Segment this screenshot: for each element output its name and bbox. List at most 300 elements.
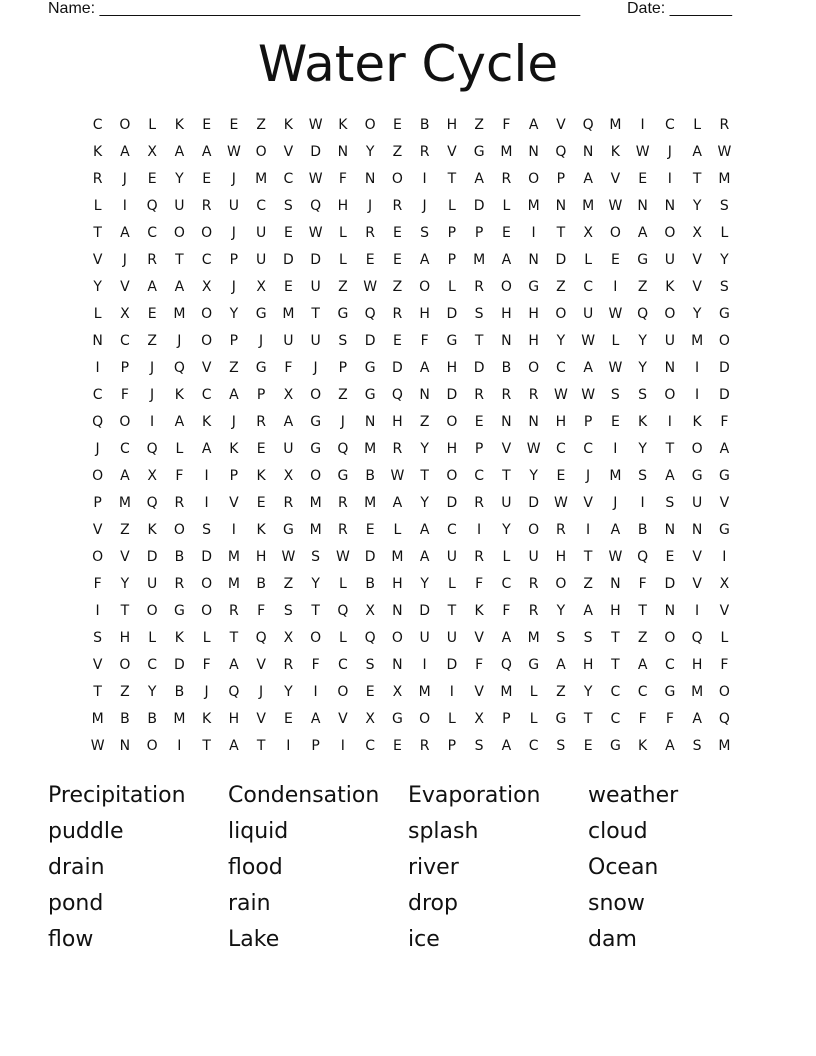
- grid-letter: P: [338, 359, 348, 376]
- grid-letter: T: [447, 170, 457, 187]
- grid-letter: D: [473, 197, 485, 214]
- grid-letter: J: [368, 197, 373, 214]
- grid-letter: K: [610, 143, 620, 160]
- grid-letter: C: [119, 332, 130, 349]
- grid-letter: N: [555, 197, 567, 214]
- grid-letter: D: [364, 332, 376, 349]
- grid-letter: X: [583, 224, 593, 241]
- grid-letter: Z: [338, 278, 348, 295]
- grid-letter: E: [583, 737, 593, 754]
- grid-letter: E: [202, 170, 212, 187]
- grid-letter: Z: [256, 116, 266, 133]
- grid-letter: I: [695, 602, 700, 619]
- grid-letter: D: [473, 359, 485, 376]
- grid-letter: N: [637, 197, 648, 214]
- grid-letter: A: [637, 224, 648, 241]
- grid-letter: A: [556, 656, 566, 673]
- grid-letter: K: [638, 413, 648, 430]
- grid-letter: C: [365, 737, 376, 754]
- grid-letter: N: [501, 332, 512, 349]
- grid-letter: R: [419, 737, 430, 754]
- grid-letter: S: [692, 737, 702, 754]
- grid-letter: M: [118, 494, 131, 511]
- grid-letter: W: [608, 197, 623, 214]
- grid-letter: X: [201, 278, 212, 295]
- grid-letter: F: [202, 656, 211, 673]
- grid-letter: J: [231, 224, 236, 241]
- grid-letter: R: [528, 575, 539, 592]
- grid-letter: C: [283, 170, 294, 187]
- grid-letter: A: [120, 467, 130, 484]
- grid-letter: V: [692, 251, 702, 268]
- grid-letter: W: [226, 143, 241, 160]
- grid-letter: S: [610, 386, 620, 403]
- grid-letter: O: [255, 143, 267, 160]
- grid-letter: I: [477, 521, 482, 538]
- grid-letter: R: [147, 251, 157, 268]
- grid-letter: G: [609, 737, 621, 754]
- grid-letter: I: [449, 683, 454, 700]
- grid-letter: R: [201, 197, 212, 214]
- grid-letter: W: [717, 143, 732, 160]
- grid-letter: O: [664, 224, 676, 241]
- grid-letter: X: [365, 602, 375, 619]
- grid-letter: P: [229, 251, 239, 268]
- grid-letter: C: [637, 683, 648, 700]
- grid-letter: A: [501, 629, 512, 646]
- grid-letter: M: [173, 710, 186, 727]
- grid-letter: W: [281, 548, 296, 565]
- grid-letter: U: [528, 548, 539, 565]
- grid-letter: K: [93, 143, 103, 160]
- grid-letter: T: [583, 548, 593, 565]
- grid-letter: O: [146, 602, 158, 619]
- grid-letter: F: [720, 656, 729, 673]
- grid-letter: L: [720, 629, 729, 646]
- grid-row: [84, 543, 738, 570]
- grid-letter: H: [528, 332, 539, 349]
- word-bank-item: flow: [48, 926, 94, 952]
- word-bank-item: weather: [588, 783, 679, 809]
- grid-letter: K: [338, 116, 348, 133]
- grid-letter: W: [363, 278, 378, 295]
- grid-letter: A: [583, 359, 593, 376]
- grid-letter: V: [92, 521, 103, 538]
- grid-letter: Z: [637, 629, 648, 646]
- grid-letter: Q: [337, 602, 349, 619]
- grid-letter: Y: [692, 197, 702, 214]
- grid-letter: Z: [120, 521, 130, 538]
- grid-row: [84, 273, 738, 300]
- grid-letter: D: [446, 656, 458, 673]
- grid-letter: Y: [638, 440, 647, 457]
- grid-letter: T: [611, 656, 620, 673]
- grid-letter: G: [310, 440, 322, 457]
- grid-letter: Q: [173, 359, 185, 376]
- grid-letter: L: [393, 521, 402, 538]
- grid-letter: D: [528, 494, 540, 511]
- grid-letter: A: [120, 143, 130, 160]
- grid-letter: S: [474, 305, 484, 322]
- grid-letter: K: [174, 116, 184, 133]
- grid-letter: S: [719, 197, 729, 214]
- grid-letter: K: [256, 467, 266, 484]
- grid-row: [84, 705, 738, 732]
- grid-letter: K: [474, 602, 484, 619]
- grid-letter: O: [201, 575, 213, 592]
- grid-letter: E: [229, 116, 239, 133]
- grid-letter: V: [120, 278, 130, 295]
- grid-letter: V: [92, 656, 103, 673]
- grid-letter: A: [665, 737, 675, 754]
- grid-letter: H: [419, 305, 430, 322]
- grid-letter: O: [609, 224, 621, 241]
- grid-letter: I: [667, 170, 672, 187]
- grid-letter: N: [664, 197, 676, 214]
- grid-letter: S: [474, 737, 484, 754]
- grid-letter: J: [150, 386, 155, 403]
- grid-letter: N: [392, 602, 403, 619]
- grid-letter: U: [664, 332, 675, 349]
- grid-row: [84, 219, 738, 246]
- grid-letter: C: [555, 359, 566, 376]
- grid-letter: A: [419, 251, 430, 268]
- grid-letter: A: [501, 251, 512, 268]
- grid-letter: H: [337, 197, 349, 214]
- grid-letter: E: [283, 278, 293, 295]
- grid-letter: I: [95, 602, 100, 619]
- grid-letter: J: [204, 683, 209, 700]
- grid-letter: M: [473, 251, 486, 268]
- grid-letter: L: [338, 575, 347, 592]
- grid-letter: S: [638, 467, 648, 484]
- grid-letter: S: [283, 197, 293, 214]
- grid-letter: N: [664, 602, 676, 619]
- grid-letter: H: [691, 656, 703, 673]
- grid-letter: C: [201, 386, 212, 403]
- grid-letter: H: [446, 359, 458, 376]
- grid-letter: L: [502, 548, 511, 565]
- grid-letter: W: [608, 305, 623, 322]
- grid-letter: W: [526, 440, 541, 457]
- grid-letter: E: [365, 251, 375, 268]
- word-bank-item: Ocean: [588, 854, 659, 880]
- grid-letter: G: [255, 359, 267, 376]
- grid-letter: F: [502, 116, 511, 133]
- word-bank-item: ice: [408, 926, 440, 952]
- grid-letter: G: [718, 521, 730, 538]
- grid-letter: B: [501, 359, 512, 376]
- grid-letter: A: [501, 737, 512, 754]
- grid-letter: Z: [120, 683, 130, 700]
- grid-letter: N: [119, 737, 131, 754]
- grid-letter: P: [583, 413, 593, 430]
- word-bank-row: [48, 814, 788, 850]
- grid-letter: W: [581, 332, 596, 349]
- grid-letter: B: [419, 116, 430, 133]
- grid-letter: M: [309, 521, 322, 538]
- grid-row: [84, 192, 738, 219]
- grid-letter: O: [528, 359, 540, 376]
- grid-letter: S: [638, 386, 648, 403]
- grid-letter: M: [609, 467, 622, 484]
- grid-letter: C: [528, 737, 539, 754]
- grid-letter: L: [93, 197, 102, 214]
- word-bank-item: rain: [228, 890, 271, 916]
- grid-letter: F: [638, 710, 647, 727]
- grid-letter: I: [640, 494, 645, 511]
- grid-letter: U: [174, 197, 185, 214]
- grid-letter: O: [691, 440, 703, 457]
- header-line: [48, 0, 748, 20]
- grid-letter: M: [91, 710, 104, 727]
- grid-letter: F: [665, 710, 674, 727]
- grid-letter: J: [586, 467, 591, 484]
- grid-letter: N: [528, 413, 539, 430]
- grid-letter: V: [229, 494, 239, 511]
- word-bank-item: Condensation: [228, 783, 380, 809]
- word-bank-item: drop: [408, 890, 458, 916]
- grid-letter: U: [419, 629, 430, 646]
- grid-letter: H: [119, 629, 131, 646]
- grid-letter: D: [310, 143, 322, 160]
- grid-letter: J: [95, 440, 100, 457]
- grid-letter: A: [474, 170, 484, 187]
- grid-letter: L: [148, 629, 157, 646]
- grid-letter: O: [446, 467, 458, 484]
- grid-letter: J: [231, 278, 236, 295]
- grid-letter: E: [474, 413, 484, 430]
- word-bank-item: snow: [588, 890, 645, 916]
- grid-letter: D: [446, 494, 458, 511]
- grid-letter: L: [529, 683, 538, 700]
- grid-row: [84, 570, 738, 597]
- grid-letter: R: [528, 386, 539, 403]
- grid-letter: Y: [120, 575, 130, 592]
- grid-letter: F: [720, 413, 729, 430]
- grid-letter: Z: [283, 575, 294, 592]
- grid-letter: N: [610, 575, 621, 592]
- grid-letter: E: [392, 224, 402, 241]
- grid-letter: V: [256, 710, 266, 727]
- grid-letter: A: [692, 710, 702, 727]
- grid-letter: H: [392, 413, 403, 430]
- grid-letter: Q: [337, 440, 349, 457]
- grid-letter: Q: [691, 629, 703, 646]
- grid-letter: L: [502, 197, 511, 214]
- grid-letter: C: [610, 710, 621, 727]
- grid-letter: R: [338, 521, 348, 538]
- grid-letter: C: [664, 656, 675, 673]
- grid-letter: G: [473, 143, 485, 160]
- grid-letter: R: [92, 170, 103, 187]
- grid-row: [84, 300, 738, 327]
- grid-letter: J: [422, 197, 427, 214]
- grid-letter: N: [419, 386, 430, 403]
- grid-letter: A: [692, 143, 702, 160]
- grid-letter: A: [583, 170, 593, 187]
- grid-letter: A: [229, 737, 239, 754]
- grid-letter: R: [719, 116, 730, 133]
- grid-letter: Z: [556, 683, 566, 700]
- grid-letter: I: [204, 467, 209, 484]
- grid-letter: L: [611, 332, 620, 349]
- word-bank-row: [48, 921, 788, 957]
- grid-letter: N: [528, 251, 539, 268]
- grid-letter: Y: [147, 683, 157, 700]
- grid-letter: A: [147, 278, 157, 295]
- grid-letter: F: [475, 656, 484, 673]
- grid-row: [84, 597, 738, 624]
- grid-letter: W: [390, 467, 405, 484]
- grid-letter: T: [93, 683, 102, 700]
- grid-letter: F: [175, 467, 184, 484]
- grid-letter: B: [637, 521, 648, 538]
- grid-letter: U: [692, 494, 703, 511]
- grid-letter: C: [147, 656, 158, 673]
- grid-letter: M: [309, 494, 322, 511]
- word-bank-row: [48, 885, 788, 921]
- grid-letter: L: [693, 116, 702, 133]
- word-bank-item: dam: [588, 926, 637, 952]
- grid-letter: L: [338, 251, 347, 268]
- grid-letter: D: [446, 386, 458, 403]
- grid-letter: I: [613, 440, 618, 457]
- grid-letter: B: [174, 548, 185, 565]
- grid-letter: M: [500, 143, 513, 160]
- grid-letter: O: [337, 683, 349, 700]
- grid-letter: Y: [420, 575, 429, 592]
- grid-letter: E: [147, 170, 157, 187]
- grid-letter: L: [338, 224, 347, 241]
- grid-letter: A: [610, 521, 621, 538]
- grid-letter: P: [502, 710, 511, 727]
- grid-letter: W: [308, 116, 323, 133]
- grid-letter: Q: [500, 656, 512, 673]
- grid-letter: Q: [364, 629, 376, 646]
- grid-row: [84, 381, 738, 408]
- grid-letter: J: [667, 143, 672, 160]
- grid-letter: T: [502, 467, 511, 484]
- grid-letter: Z: [419, 413, 430, 430]
- grid-letter: Y: [365, 143, 375, 160]
- grid-letter: F: [638, 575, 647, 592]
- grid-letter: R: [392, 440, 403, 457]
- grid-row: [84, 624, 738, 651]
- grid-letter: X: [120, 305, 130, 322]
- grid-letter: J: [231, 413, 236, 430]
- grid-letter: P: [447, 737, 457, 754]
- grid-letter: C: [610, 683, 621, 700]
- grid-letter: T: [120, 602, 130, 619]
- grid-letter: M: [582, 197, 595, 214]
- grid-row: [84, 516, 738, 543]
- grid-letter: O: [500, 278, 512, 295]
- grid-letter: Z: [392, 143, 403, 160]
- grid-letter: B: [120, 710, 130, 727]
- grid-letter: R: [229, 602, 239, 619]
- grid-letter: E: [556, 467, 566, 484]
- grid-letter: I: [531, 224, 536, 241]
- word-bank-item: Evaporation: [408, 783, 541, 809]
- grid-letter: V: [719, 602, 730, 619]
- grid-letter: Y: [638, 332, 647, 349]
- grid-letter: A: [174, 413, 185, 430]
- grid-letter: T: [447, 602, 457, 619]
- grid-letter: R: [474, 494, 484, 511]
- grid-letter: B: [174, 683, 185, 700]
- grid-letter: Q: [255, 629, 267, 646]
- grid-letter: U: [310, 278, 321, 295]
- grid-letter: H: [555, 548, 567, 565]
- grid-letter: D: [419, 602, 431, 619]
- grid-letter: X: [474, 710, 484, 727]
- grid-letter: X: [147, 143, 157, 160]
- grid-letter: C: [501, 575, 512, 592]
- grid-letter: E: [365, 683, 375, 700]
- grid-letter: A: [229, 386, 239, 403]
- grid-letter: F: [502, 602, 511, 619]
- grid-letter: M: [718, 170, 731, 187]
- grid-letter: K: [665, 278, 675, 295]
- grid-letter: R: [501, 170, 512, 187]
- grid-letter: O: [391, 629, 403, 646]
- grid-letter: A: [583, 602, 593, 619]
- grid-letter: A: [174, 143, 185, 160]
- word-search-grid: [84, 111, 738, 759]
- grid-letter: H: [528, 305, 539, 322]
- grid-letter: X: [692, 224, 702, 241]
- grid-letter: N: [664, 359, 676, 376]
- grid-letter: N: [691, 521, 703, 538]
- grid-letter: M: [500, 683, 513, 700]
- grid-letter: F: [311, 656, 320, 673]
- grid-letter: Y: [311, 575, 320, 592]
- grid-letter: M: [418, 683, 431, 700]
- grid-row: [84, 489, 738, 516]
- word-bank-item: river: [408, 854, 459, 880]
- grid-row: [84, 111, 738, 138]
- grid-letter: N: [528, 143, 539, 160]
- grid-letter: E: [392, 251, 402, 268]
- grid-letter: Z: [474, 116, 484, 133]
- grid-letter: C: [337, 656, 348, 673]
- grid-row: [84, 327, 738, 354]
- grid-letter: H: [582, 656, 594, 673]
- grid-letter: G: [555, 710, 567, 727]
- grid-letter: D: [173, 656, 185, 673]
- grid-letter: I: [695, 386, 700, 403]
- grid-letter: E: [202, 116, 212, 133]
- grid-letter: Y: [556, 332, 566, 349]
- grid-letter: W: [553, 386, 568, 403]
- grid-letter: I: [667, 413, 672, 430]
- date-field-label: Date: _______: [627, 0, 732, 17]
- grid-letter: H: [501, 305, 512, 322]
- grid-letter: T: [474, 332, 484, 349]
- grid-letter: O: [310, 386, 322, 403]
- grid-letter: U: [283, 440, 294, 457]
- grid-letter: L: [720, 224, 729, 241]
- grid-letter: Q: [637, 305, 649, 322]
- grid-letter: K: [202, 413, 212, 430]
- grid-letter: O: [664, 305, 676, 322]
- grid-letter: Q: [582, 116, 594, 133]
- grid-letter: A: [637, 656, 648, 673]
- grid-letter: D: [446, 305, 458, 322]
- grid-letter: R: [283, 656, 294, 673]
- grid-letter: G: [337, 305, 349, 322]
